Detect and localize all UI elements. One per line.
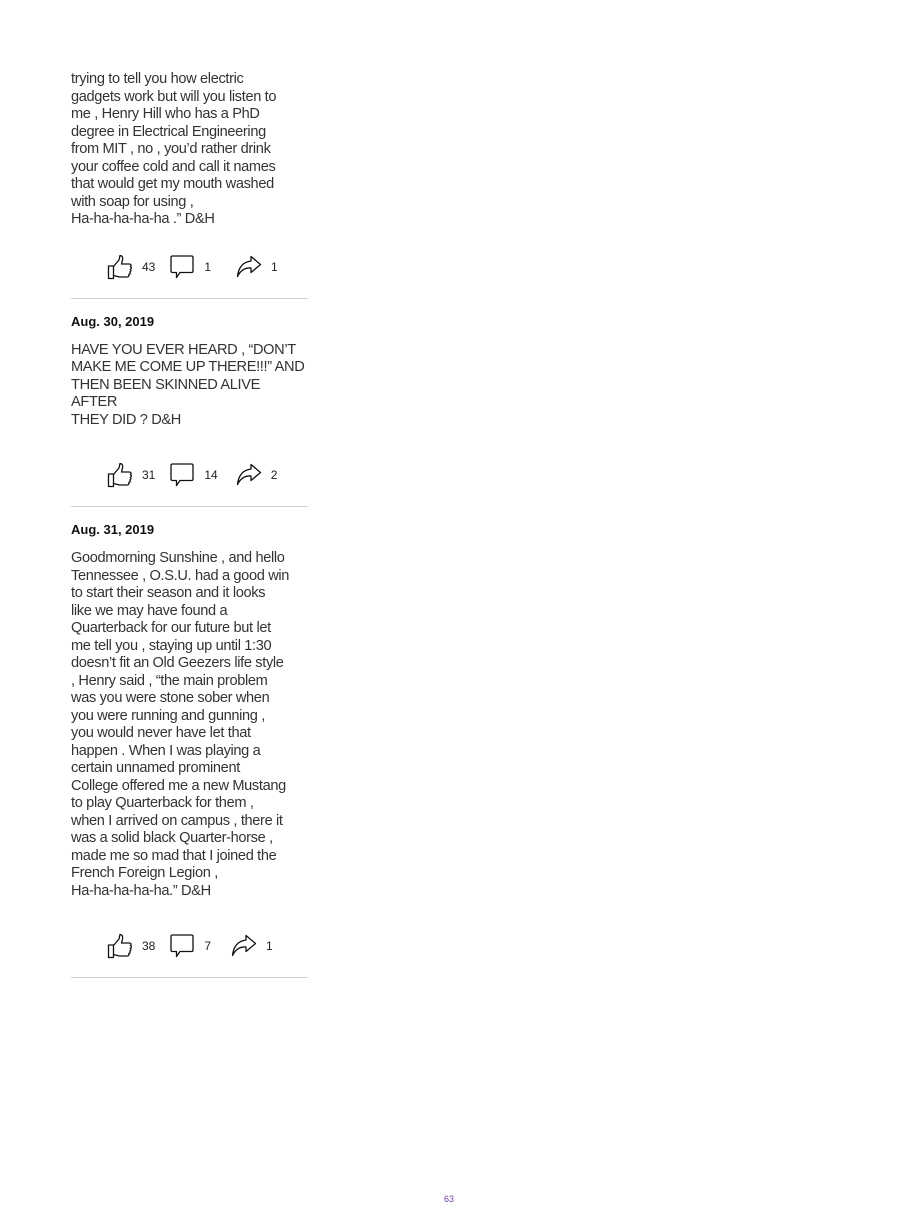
share-count: 1 [266, 939, 273, 953]
post-date: Aug. 30, 2019 [71, 313, 155, 329]
thumbs-up-icon [107, 254, 133, 280]
comment-count: 14 [204, 468, 218, 482]
post [71, 522, 308, 978]
comment-count: 7 [204, 939, 212, 953]
share-button[interactable] [231, 934, 273, 958]
post-date: Aug. 31, 2019 [71, 522, 155, 537]
post-divider [71, 977, 308, 978]
comment-bubble-icon [169, 254, 195, 280]
comment-button[interactable] [169, 933, 211, 959]
post [71, 71, 308, 299]
share-count: 2 [270, 468, 278, 482]
post-text: Goodmorning Sunshine , and hello Tennessee , O.S.U. had a good win to start their season and it looks like we may have found a Quarterback for our future but let me tell you , staying up until 1:30 doesn’t fit an Old Geezers life style , Henry said , “the main problem was you were stone sober when you were running and gunning , you would never have let that happen . When I was playing a certain unnamed prominent College offered me a new Mustang to play Quarterback for them , when I arrived on campus , there it was a solid black Quarter-horse , made me so mad that I joined the French Foreign Legion , Ha-ha-ha-ha-ha.” D&H [71, 550, 290, 899]
share-count: 1 [271, 259, 278, 274]
comment-button[interactable] [169, 254, 211, 280]
thumbs-up-icon [107, 462, 133, 488]
thumbs-up-icon [107, 933, 133, 959]
post-actions [107, 931, 308, 961]
page-number: 63 [443, 1194, 454, 1204]
post [71, 314, 308, 508]
post-divider [71, 506, 308, 507]
like-count: 43 [142, 259, 156, 274]
comment-bubble-icon [169, 933, 195, 959]
post-text: trying to tell you how electric gadgets work but will you listen to me , Henry Hill who has a PhD degree in Electrical Engineering from MIT , no , you’d rather drink your coffee cold and call it names that would get my mouth washed with soap for using , Ha-ha-ha-ha-ha .” D&H [71, 71, 277, 227]
comment-count: 1 [204, 259, 212, 274]
like-count: 31 [142, 468, 156, 482]
comment-bubble-icon [169, 462, 195, 488]
post-column [71, 71, 308, 978]
post-divider [71, 298, 308, 299]
share-arrow-icon [236, 463, 262, 487]
like-button[interactable] [107, 462, 155, 488]
like-button[interactable] [107, 254, 155, 280]
comment-button[interactable] [169, 462, 217, 488]
post-text: HAVE YOU EVER HEARD , “DON’T MAKE ME COME UP THERE!!!” AND THEN BEEN SKINNED ALIVE AFTER THEY DID ? D&H [71, 341, 305, 428]
like-button[interactable] [107, 933, 155, 959]
share-arrow-icon [236, 255, 262, 279]
like-count: 38 [142, 939, 156, 953]
share-arrow-icon [231, 934, 257, 958]
post-actions [107, 460, 308, 490]
share-button[interactable] [236, 463, 278, 487]
post-actions [107, 252, 308, 282]
share-button[interactable] [236, 255, 278, 279]
